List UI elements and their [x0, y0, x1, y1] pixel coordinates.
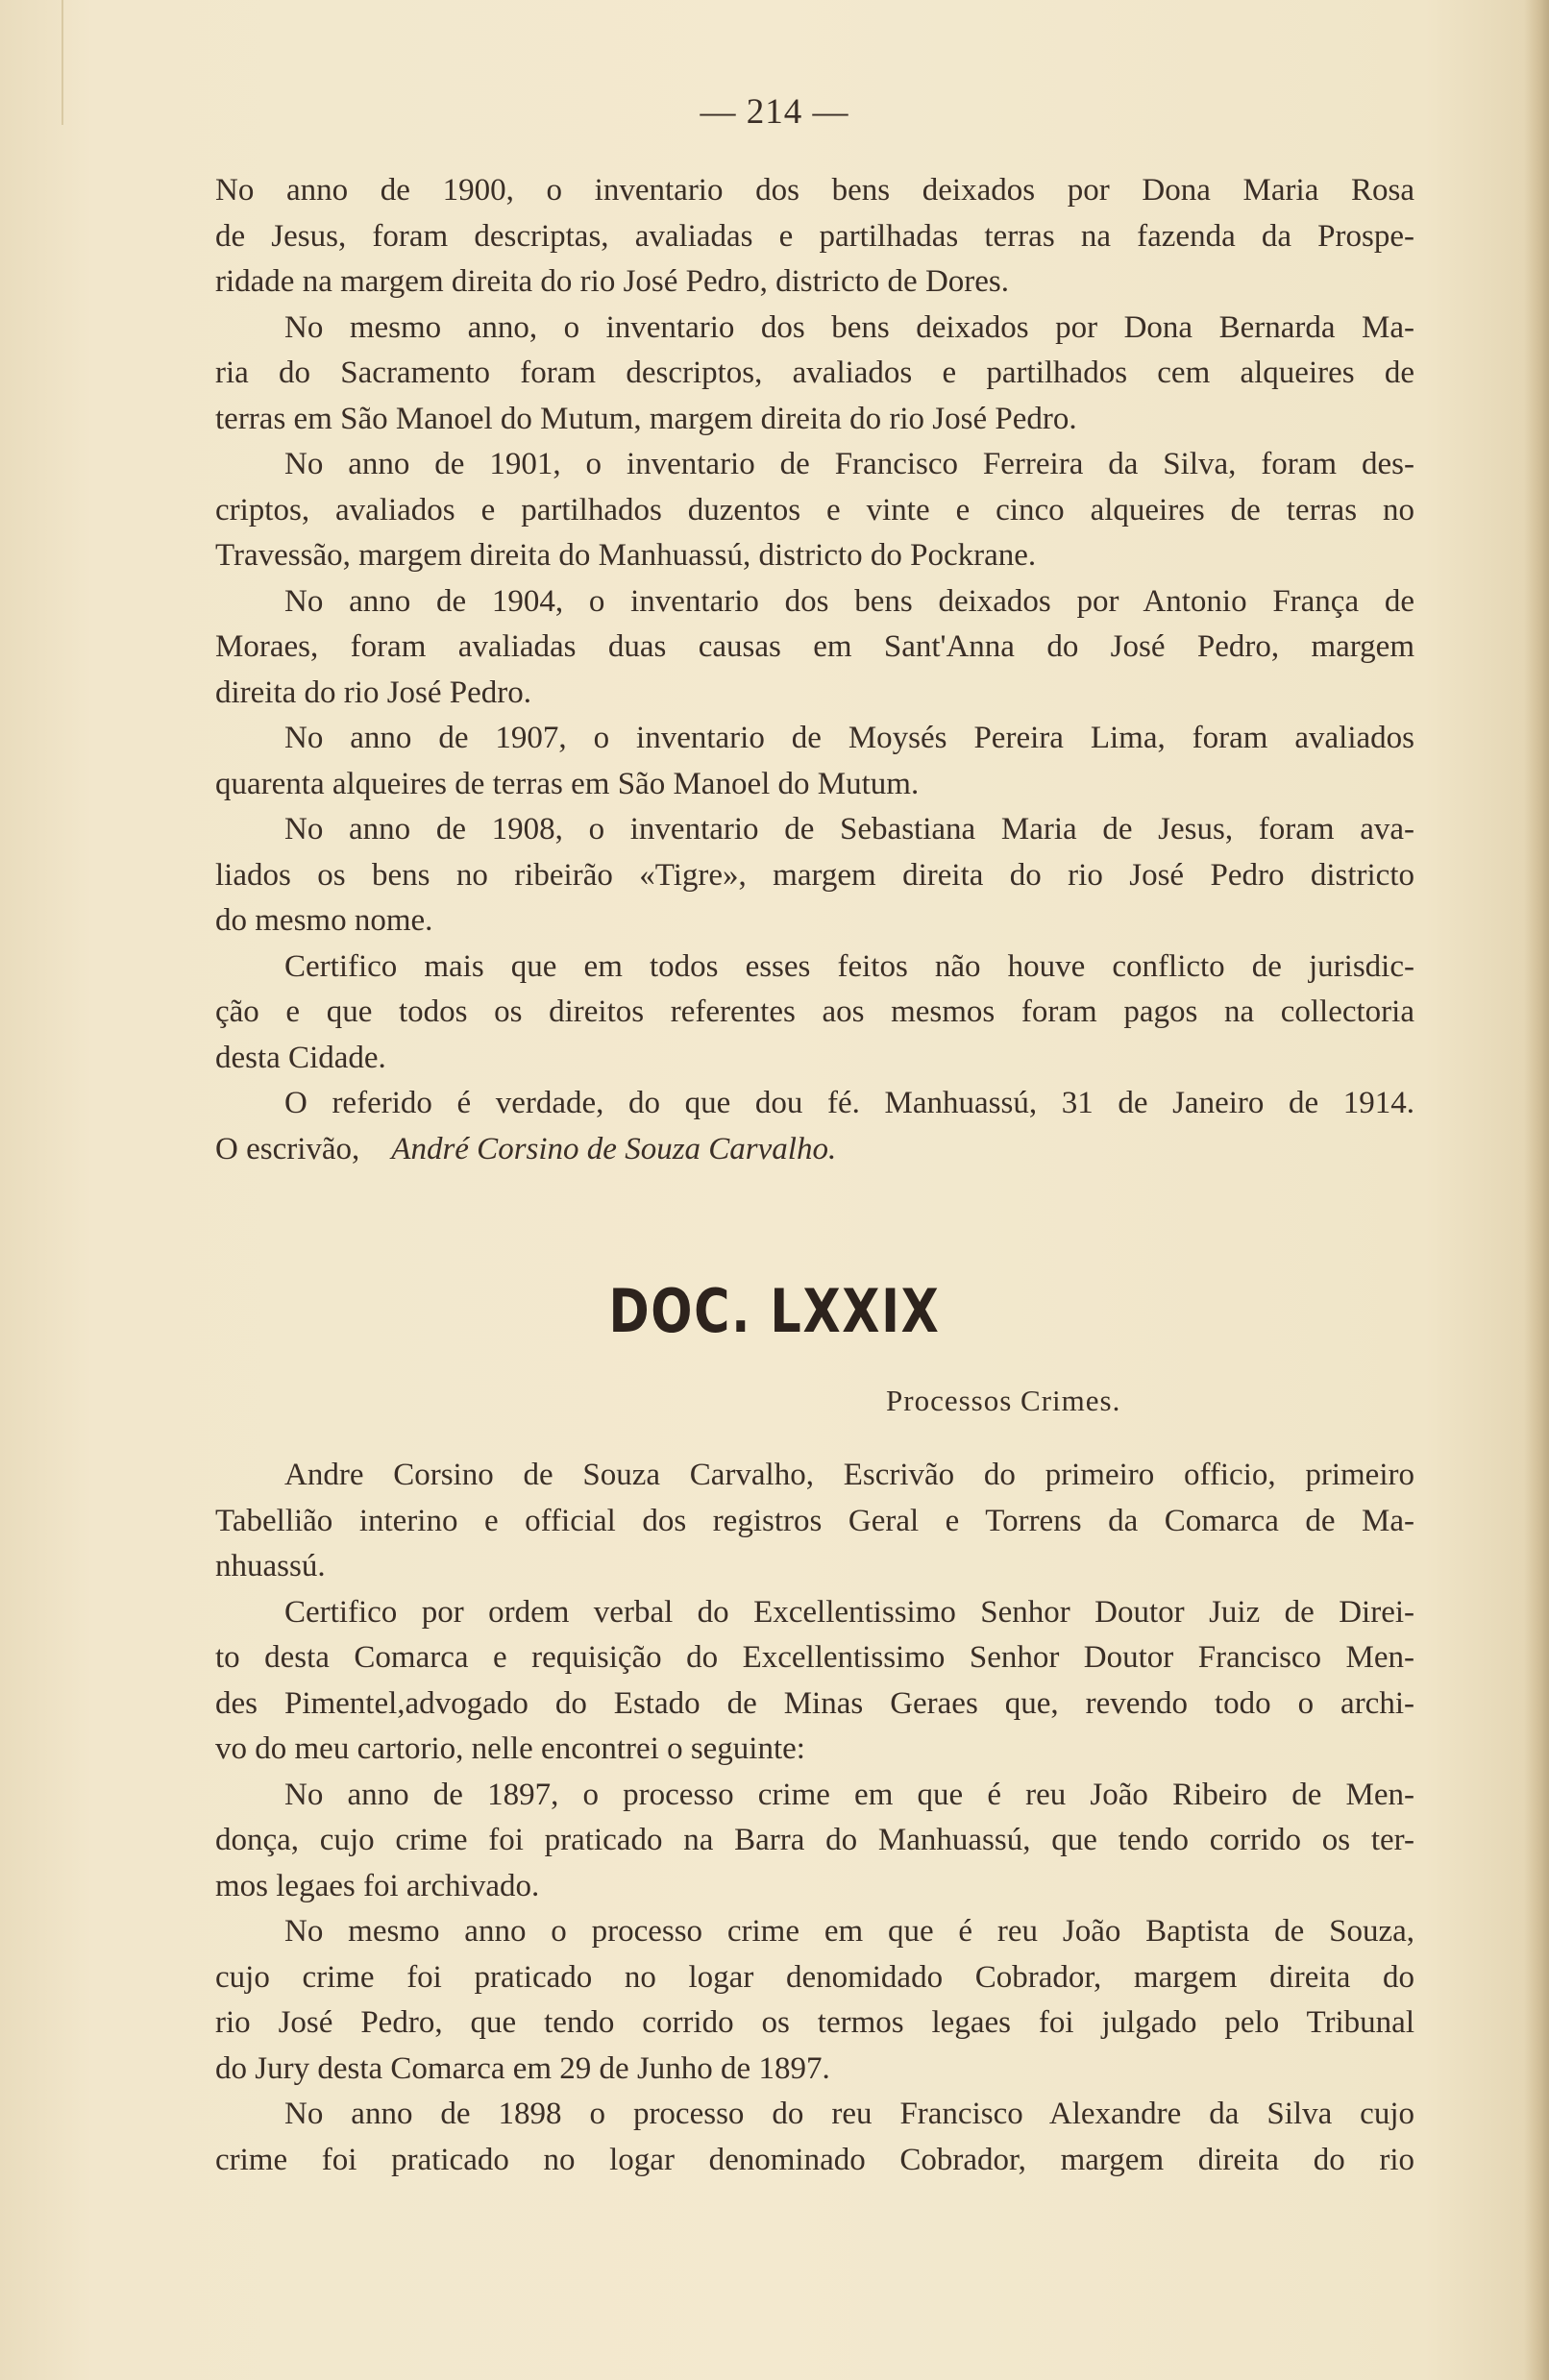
- text-line: do Jury desta Comarca em 29 de Junho de 1897.: [215, 2050, 830, 2086]
- text-line: terras em São Manoel do Mutum, margem direita do rio José Pedro.: [215, 401, 1077, 436]
- text-line: rio José Pedro, que tendo corrido os termos legaes foi julgado pelo Tribunal: [215, 2005, 1414, 2040]
- signature-prefix: O escrivão,: [215, 1131, 360, 1166]
- text-line: Certifico mais que em todos esses feitos não houve conflicto de jurisdic-: [284, 948, 1414, 984]
- page-edge-shadow: [1524, 0, 1549, 2380]
- text-line: O referido é verdade, do que dou fé. Manhuassú, 31 de Janeiro de 1914.: [284, 1086, 1414, 1120]
- text-line: No anno de 1908, o inventario de Sebastiana Maria de Jesus, foram ava-: [284, 812, 1414, 846]
- text-line: ção e que todos os direitos referentes aos mesmos foram pagos na collectoria: [215, 994, 1414, 1029]
- text-line: Moraes, foram avaliadas duas causas em Sant'Anna do José Pedro, margem: [215, 629, 1414, 664]
- text-line: Andre Corsino de Souza Carvalho, Escrivão do primeiro officio, primeiro: [284, 1458, 1414, 1492]
- text-line: crime foi praticado no logar denominado Cobrador, margem direita do rio: [215, 2142, 1414, 2177]
- text-line: No mesmo anno o processo crime em que é reu João Baptista de Souza,: [284, 1914, 1414, 1949]
- text-line: liados os bens no ribeirão «Tigre», margem direita do rio José Pedro districto: [215, 857, 1414, 893]
- text-line: No anno de 1901, o inventario de Francisco Ferreira da Silva, foram des-: [284, 447, 1414, 481]
- text-line: to desta Comarca e requisição do Excellentissimo Senhor Doutor Francisco Men-: [215, 1640, 1414, 1675]
- section-inventories: [215, 168, 1414, 1172]
- text-line: No anno de 1897, o processo crime em que é reu João Ribeiro de Men-: [284, 1777, 1414, 1812]
- text-line: ridade na margem direita do rio José Pedro, districto de Dores.: [215, 264, 1009, 299]
- text-line: direita do rio José Pedro.: [215, 675, 532, 710]
- signature-line: [215, 1127, 1414, 1173]
- text-line: Travessão, margem direita do Manhuassú, districto do Pockrane.: [215, 538, 1037, 573]
- text-line: cujo crime foi praticado no logar denomidado Cobrador, margem direita do: [215, 1959, 1414, 1995]
- text-line: No anno de 1898 o processo do reu Francisco Alexandre da Silva cujo: [284, 2097, 1414, 2131]
- text-line: de Jesus, foram descriptas, avaliadas e partilhadas terras na fazenda da Prospe-: [215, 218, 1414, 254]
- section-criminal-processes: [215, 1453, 1414, 2183]
- text-line: No anno de 1907, o inventario de Moysés Pereira Lima, foram avaliados: [284, 721, 1414, 755]
- page-number: — 214 —: [700, 92, 849, 132]
- text-line: nhuassú.: [215, 1549, 326, 1583]
- text-line: criptos, avaliados e partilhados duzentos e vinte e cinco alqueires de terras no: [215, 492, 1414, 528]
- text-line: do mesmo nome.: [215, 903, 433, 938]
- signature-name: André Corsino de Souza Carvalho.: [391, 1131, 837, 1166]
- text-line: No anno de 1904, o inventario dos bens deixados por Antonio França de: [284, 583, 1414, 619]
- text-line: vo do meu cartorio, nelle encontrei o seguinte:: [215, 1731, 805, 1766]
- document-heading: DOC. LXXIX: [608, 1276, 941, 1346]
- text-line: quarenta alqueires de terras em São Manoel do Mutum.: [215, 766, 920, 801]
- text-line: ria do Sacramento foram descriptos, avaliados e partilhados cem alqueires de: [215, 356, 1414, 390]
- text-line: Certifico por ordem verbal do Excellentissimo Senhor Doutor Juiz de Direi-: [284, 1594, 1414, 1630]
- text-line: Tabellião interino e official dos registros Geral e Torrens da Comarca de Ma-: [215, 1503, 1414, 1538]
- text-line: mos legaes foi archivado.: [215, 1868, 540, 1903]
- document-subheading: Processos Crimes.: [886, 1384, 1121, 1417]
- text-line: donça, cujo crime foi praticado na Barra do Manhuassú, que tendo corrido os ter-: [215, 1823, 1414, 1857]
- text-line: No anno de 1900, o inventario dos bens deixados por Dona Maria Rosa: [215, 173, 1414, 208]
- text-line: desta Cidade.: [215, 1040, 386, 1075]
- text-line: des Pimentel,advogado do Estado de Minas Geraes que, revendo todo o archi-: [215, 1685, 1414, 1721]
- text-line: No mesmo anno, o inventario dos bens deixados por Dona Bernarda Ma-: [284, 309, 1414, 345]
